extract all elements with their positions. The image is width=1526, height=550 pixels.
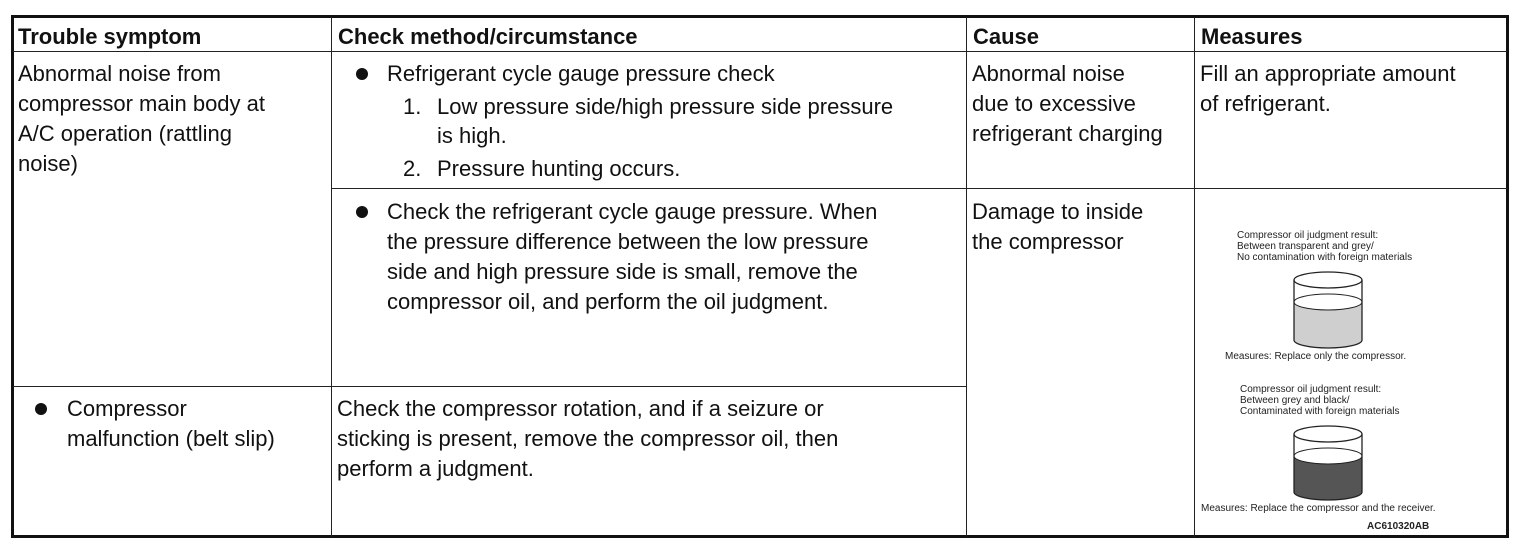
cause-line: Damage to inside [972,199,1144,224]
check-line: Check the refrigerant cycle gauge pressure. When [387,199,878,224]
figure-result-text: Compressor oil judgment result: [1237,230,1379,241]
bullet-icon [356,206,368,218]
check-item-text: Pressure hunting occurs. [437,156,681,181]
check-line: sticking is present, remove the compressor oil, then [337,426,839,451]
symptom-line: A/C operation (rattling [18,121,232,146]
header-check-method: Check method/circumstance [338,24,638,49]
col-divider [331,17,332,537]
cause-line: the compressor [972,229,1124,254]
measure-line: of refrigerant. [1200,91,1331,116]
row-divider [331,188,1507,189]
figure-code: AC610320AB [1367,521,1430,532]
check-title: Refrigerant cycle gauge pressure check [387,61,775,86]
check-line: the pressure difference between the low pressure [387,229,869,254]
bullet-icon [356,68,368,80]
figure-result-text: Between grey and black/ [1240,395,1350,406]
col-divider [1194,17,1195,537]
cause-line: Abnormal noise [972,61,1125,86]
check-item-text: Low pressure side/high pressure side pressure [437,94,894,119]
oil-container-dark-icon [1290,420,1366,502]
cause-line: refrigerant charging [972,121,1163,146]
figure-measure-text: Measures: Replace only the compressor. [1225,351,1407,362]
bullet-icon [35,403,47,415]
figure-measure-text: Measures: Replace the compressor and the receiver. [1201,503,1436,514]
symptom-line: compressor main body at [18,91,265,116]
check-item-text: is high. [437,123,507,148]
measure-line: Fill an appropriate amount [1200,61,1456,86]
check-item-number: 1. [403,94,422,119]
figure-result-text: No contamination with foreign materials [1237,252,1413,263]
figure-result-text: Between transparent and grey/ [1237,241,1374,252]
check-line: Check the compressor rotation, and if a seizure or [337,396,824,421]
check-item-number: 2. [403,156,422,181]
header-cause: Cause [973,24,1040,49]
check-line: compressor oil, and perform the oil judgment. [387,289,829,314]
row-divider [13,386,966,387]
check-line: perform a judgment. [337,456,534,481]
cause-line: due to excessive [972,91,1136,116]
figure-result-text: Contaminated with foreign materials [1240,406,1400,417]
header-trouble-symptom: Trouble symptom [18,24,202,49]
oil-container-light-icon [1290,268,1366,350]
header-measures: Measures [1201,24,1303,49]
check-line: side and high pressure side is small, remove the [387,259,858,284]
oil-fill-dark [1294,456,1362,500]
symptom-line: malfunction (belt slip) [67,426,275,451]
oil-fill-light [1294,302,1362,348]
symptom-line: Compressor [67,396,187,421]
symptom-line: noise) [18,151,78,176]
figure-result-text: Compressor oil judgment result: [1240,384,1382,395]
symptom-line: Abnormal noise from [18,61,221,86]
col-divider [966,17,967,537]
